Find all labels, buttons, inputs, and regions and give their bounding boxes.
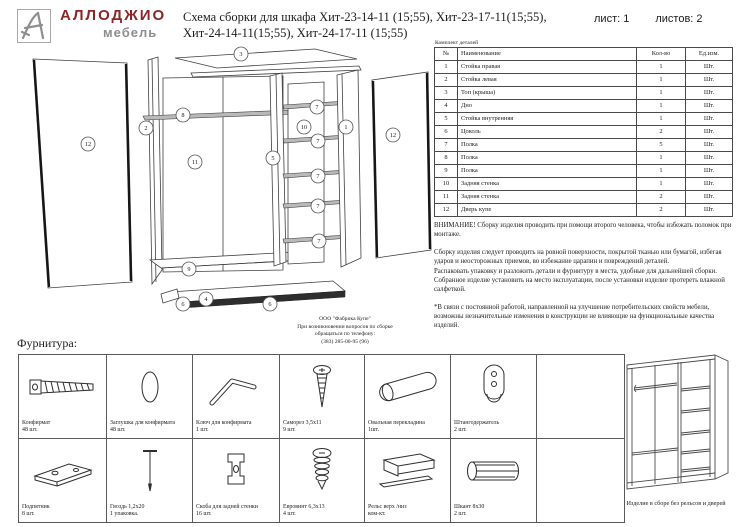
callout-11 xyxy=(188,155,202,169)
hardware-cell-empty xyxy=(537,439,625,523)
assembled-caption: Изделие в сборе без рельсов и дверей xyxy=(626,500,726,507)
callout-8 xyxy=(176,108,190,122)
hardware-label: Саморез 3,5х11 xyxy=(283,419,322,426)
table-row xyxy=(435,152,733,165)
nail-icon xyxy=(130,445,170,497)
hardware-cell xyxy=(365,355,451,439)
table-row xyxy=(435,191,733,204)
note-p1: Сборку изделия следует проводить на ровной поверхности, покрытой тканью или бумагой, избегая ударов и неосторожных приемов, во избежание царапин и повреждений деталей. xyxy=(434,248,722,266)
svg-text:10: 10 xyxy=(300,124,308,132)
part-name: Стойка внутренняя xyxy=(458,113,637,126)
hardware-label: Рельс верх /низ xyxy=(368,503,407,510)
floor-glide-icon xyxy=(27,448,99,494)
hardware-label: Ключ для конфирмата xyxy=(196,419,252,426)
callout-7 xyxy=(310,100,324,114)
oval-rail-icon xyxy=(372,361,444,413)
svg-text:12: 12 xyxy=(389,132,397,140)
svg-text:6: 6 xyxy=(268,301,272,309)
hardware-label: Гвоздь 1,2х20 xyxy=(110,503,145,510)
part-qty: 2 xyxy=(637,126,686,139)
hardware-qty: 1 шт. xyxy=(196,427,209,434)
part-qty: 1 xyxy=(637,178,686,191)
sheet-info xyxy=(594,13,729,25)
top-panel xyxy=(175,49,357,68)
callout-12 xyxy=(81,137,95,151)
callout-7 xyxy=(311,199,325,213)
note-instructions xyxy=(434,248,740,295)
svg-text:1: 1 xyxy=(344,124,348,132)
hardware-label: Шкант 8х30 xyxy=(454,503,485,510)
rail-profile-icon xyxy=(372,446,444,496)
part-num: 12 xyxy=(435,204,458,217)
part-unit: Шт. xyxy=(686,100,733,113)
svg-text:7: 7 xyxy=(316,173,320,181)
hardware-cell xyxy=(193,439,280,523)
hardware-cell xyxy=(19,355,107,439)
callout-2 xyxy=(139,121,153,135)
part-unit: Шт. xyxy=(686,126,733,139)
part-num: 7 xyxy=(435,139,458,152)
callout-4 xyxy=(199,292,213,306)
note-p2: Распаковать упаковку и разложить детали и фурнитуру в места, удобные для дальнейшей сборки. xyxy=(434,267,717,275)
hardware-label: Скоба для задней стенки xyxy=(196,503,258,510)
part-unit: Шт. xyxy=(686,113,733,126)
hardware-label: Штангодержатель xyxy=(454,419,500,426)
part-unit: Шт. xyxy=(686,74,733,87)
hardware-heading: Фурнитура: xyxy=(17,336,78,350)
svg-text:4: 4 xyxy=(204,296,208,304)
part-name: Стойка левая xyxy=(458,74,637,87)
callout-7 xyxy=(311,169,325,183)
part-qty: 1 xyxy=(637,61,686,74)
factory-note-line: обращаться по телефону: xyxy=(314,331,376,338)
part-qty: 2 xyxy=(637,204,686,217)
back-wall-bracket-icon xyxy=(211,445,261,497)
part-unit: Шт. xyxy=(686,61,733,74)
part-qty: 1 xyxy=(637,87,686,100)
screw-icon xyxy=(302,361,342,413)
assembly-notes xyxy=(434,221,740,339)
part-qty: 1 xyxy=(637,74,686,87)
part-num: 1 xyxy=(435,61,458,74)
title-line-2: Хит-24-14-11(15;55), Хит-24-17-11 (15;55) xyxy=(183,26,408,41)
part-name: Топ (крыша) xyxy=(458,87,637,100)
part-qty: 1 xyxy=(637,165,686,178)
hardware-cell xyxy=(280,355,365,439)
callout-9 xyxy=(182,262,196,276)
logo-text xyxy=(60,8,166,40)
part-name: Полка xyxy=(458,165,637,178)
part-name: Полка xyxy=(458,152,637,165)
hardware-cell xyxy=(451,439,537,523)
part-num: 8 xyxy=(435,152,458,165)
table-row xyxy=(435,204,733,217)
factory-contact-note xyxy=(268,316,422,346)
note-p3: Собранное изделие установить на место эксплуатации, после установки изделие протереть влажной салфеткой. xyxy=(434,276,725,294)
svg-text:3: 3 xyxy=(239,51,243,59)
part-num: 2 xyxy=(435,74,458,87)
part-num: 9 xyxy=(435,165,458,178)
part-qty: 2 xyxy=(637,191,686,204)
part-name: Дно xyxy=(458,100,637,113)
table-row xyxy=(435,178,733,191)
part-qty: 1 xyxy=(637,100,686,113)
table-row xyxy=(435,61,733,74)
part-name: Задняя стенка xyxy=(458,178,637,191)
hardware-label: Конфирмат xyxy=(22,419,51,426)
hardware-label: Подпятник xyxy=(22,503,50,510)
assembled-wardrobe-drawing xyxy=(622,348,744,498)
hardware-cell xyxy=(365,439,451,523)
hardware-label: Заглушка для конфирмата xyxy=(110,419,175,426)
brand-name: АЛЛОДЖИО xyxy=(60,7,167,24)
part-unit: Шт. xyxy=(686,191,733,204)
part-num: 10 xyxy=(435,178,458,191)
hardware-cell xyxy=(19,439,107,523)
part-num: 3 xyxy=(435,87,458,100)
hardware-qty: 4 шт. xyxy=(283,511,296,518)
part-qty: 1 xyxy=(637,113,686,126)
hardware-cell xyxy=(451,355,537,439)
table-row xyxy=(435,74,733,87)
part-name: Цоколь xyxy=(458,126,637,139)
part-unit: Шт. xyxy=(686,178,733,191)
part-unit: Шт. xyxy=(686,139,733,152)
callout-7 xyxy=(311,134,325,148)
parts-header-row xyxy=(435,48,733,61)
sliding-door-right xyxy=(372,72,431,258)
hardware-label: Евровинт 6,3х13 xyxy=(283,503,325,510)
svg-text:11: 11 xyxy=(191,159,199,167)
part-unit: Шт. xyxy=(686,87,733,100)
part-num: 4 xyxy=(435,100,458,113)
part-unit: Шт. xyxy=(686,165,733,178)
svg-text:6: 6 xyxy=(181,301,185,309)
page-title xyxy=(183,9,547,42)
factory-name: ООО "Фабрика Купе" xyxy=(319,316,371,322)
col-unit: Ед.изм. xyxy=(686,48,733,61)
svg-text:7: 7 xyxy=(317,238,321,246)
hardware-row xyxy=(19,439,625,523)
dowel-icon xyxy=(458,451,530,491)
svg-text:7: 7 xyxy=(316,138,320,146)
callout-1 xyxy=(339,120,353,134)
part-num: 11 xyxy=(435,191,458,204)
table-row xyxy=(435,87,733,100)
hex-key-icon xyxy=(200,365,272,409)
right-upright-panel xyxy=(337,70,361,267)
svg-text:2: 2 xyxy=(144,125,148,133)
table-row xyxy=(435,113,733,126)
parts-table-caption: Комплект деталей xyxy=(435,40,479,46)
hardware-qty: 2 шт. xyxy=(454,511,467,518)
table-row xyxy=(435,100,733,113)
svg-text:5: 5 xyxy=(271,155,275,163)
callout-12 xyxy=(386,128,400,142)
callout-10 xyxy=(297,120,311,134)
sheets-total: листов: 2 xyxy=(655,13,703,25)
svg-text:8: 8 xyxy=(181,112,185,120)
sheet-number: лист: 1 xyxy=(594,13,630,25)
hardware-qty: 16 шт. xyxy=(196,511,212,518)
svg-text:7: 7 xyxy=(315,104,319,112)
hardware-cell-empty xyxy=(537,355,625,439)
part-unit: Шт. xyxy=(686,152,733,165)
part-name: Задняя стенка xyxy=(458,191,637,204)
hardware-qty: 2 шт. xyxy=(454,427,467,434)
part-num: 5 xyxy=(435,113,458,126)
part-qty: 5 xyxy=(637,139,686,152)
callout-6 xyxy=(176,297,190,311)
svg-text:7: 7 xyxy=(316,203,320,211)
hardware-row xyxy=(19,355,625,439)
title-line-1: Схема сборки для шкафа Хит-23-14-11 (15;55), Хит-23-17-11(15;55), xyxy=(183,10,547,24)
hardware-qty: 48 шт. xyxy=(110,427,126,434)
col-name: Наименование xyxy=(458,48,637,61)
hardware-qty: 9 шт. xyxy=(283,427,296,434)
confirmat-cap-icon xyxy=(114,365,186,409)
hardware-cell xyxy=(107,439,193,523)
hardware-cell xyxy=(107,355,193,439)
hardware-cell xyxy=(193,355,280,439)
note-warning: ВНИМАНИЕ! Сборку изделия проводить при помощи второго человека, чтобы избежать поломок при монтаже. xyxy=(434,222,732,239)
note-disclaimer: *В связи с постоянной работой, направленной на улучшение потребительских свойств мебели, возможны незначительные изменения в конструкции не влияющие на функциональные качества изделий. xyxy=(434,303,715,330)
hardware-cell xyxy=(280,439,365,523)
hardware-label: Овальная перекладина xyxy=(368,419,425,426)
rod-holder-icon xyxy=(469,361,519,413)
table-row xyxy=(435,165,733,178)
parts-table xyxy=(434,47,733,217)
hardware-qty: ком-кт. xyxy=(368,511,386,518)
hardware-qty: 1 упаковка. xyxy=(110,511,139,518)
confirmat-screw-icon xyxy=(27,367,99,407)
part-qty: 1 xyxy=(637,152,686,165)
logo-mark-icon xyxy=(16,8,52,44)
factory-phone: (383) 285-00-95 (96) xyxy=(321,338,369,345)
hardware-qty: 8 шт. xyxy=(22,511,35,518)
exploded-diagram xyxy=(15,46,435,338)
left-upright-panel xyxy=(148,57,162,284)
svg-text:9: 9 xyxy=(187,266,191,274)
factory-note-line: При возникновении вопросов по сборке xyxy=(297,323,393,330)
part-unit: Шт. xyxy=(686,204,733,217)
callout-7 xyxy=(312,234,326,248)
part-name: Стойка правая xyxy=(458,61,637,74)
hardware-qty: 1шт. xyxy=(368,427,380,434)
table-row xyxy=(435,139,733,152)
svg-text:12: 12 xyxy=(84,141,92,149)
col-num: № xyxy=(435,48,458,61)
callout-3 xyxy=(234,47,248,61)
part-name: Дверь купе xyxy=(458,204,637,217)
hardware-grid xyxy=(18,354,625,523)
part-num: 6 xyxy=(435,126,458,139)
part-name: Полка xyxy=(458,139,637,152)
euro-screw-icon xyxy=(300,445,344,497)
brand-subtitle: мебель xyxy=(103,24,158,40)
company-logo xyxy=(16,8,166,44)
hardware-qty: 48 шт. xyxy=(22,427,38,434)
table-row xyxy=(435,126,733,139)
col-qty: Кол-во xyxy=(637,48,686,61)
callout-5 xyxy=(266,151,280,165)
callout-6 xyxy=(263,297,277,311)
